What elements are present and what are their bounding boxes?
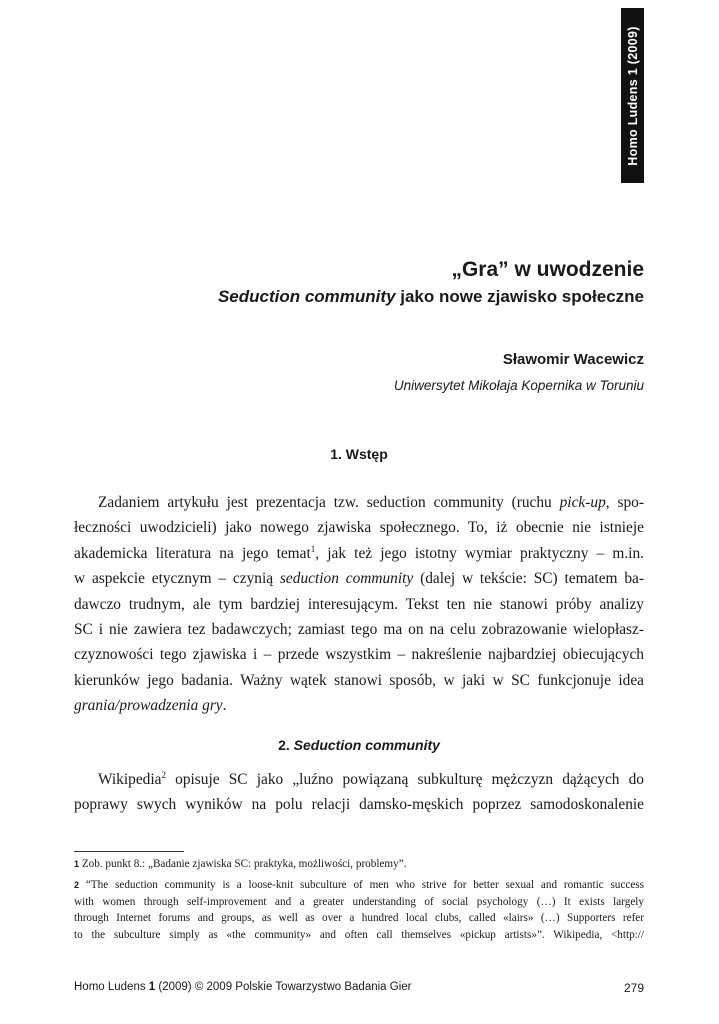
text-line: Wikipedia$^2$ opisuje SC jako „luźno powiązaną subkulturę mężczyzn dążących do bbox=[98, 769, 644, 788]
footnote-line: 1 Zob. punkt 8.: „Badanie zjawiska SC: praktyka, możliwości, problemy”. bbox=[74, 858, 407, 870]
text-line: kierunków jego badania. Ważny wątek stanowi sposób, w jaki w SC funkcjonuje idea bbox=[74, 671, 644, 689]
section2-paragraph bbox=[74, 767, 644, 818]
journal-side-tab bbox=[621, 8, 644, 183]
article-subtitle bbox=[218, 285, 644, 309]
footnote-line: to the subculture simply as «the community» and often call themselves «pickup artists»”. Wikipedia, <http:// bbox=[74, 928, 644, 941]
text-line: akademicka literatura na jego temat$^1$, jak też jego istotny wymiar praktyczny – m.in. bbox=[74, 543, 644, 562]
footnote-divider bbox=[74, 851, 184, 852]
journal-side-tab-text: Homo Ludens 1 (2009) bbox=[625, 25, 640, 166]
text-line: czyznowości tego zjawiska i – przede wszystkim – nakreślenie najbardziej obiecujących bbox=[74, 646, 644, 664]
article-subtitle-italic: Seduction community bbox=[217, 287, 396, 306]
text-line: łeczności uwodzicieli) jako nowego zjawiska społecznego. To, iż obecnie nie istnieje bbox=[74, 519, 644, 537]
page-number: 279 bbox=[623, 981, 644, 995]
author-name: Sławomir Wacewicz bbox=[502, 351, 644, 368]
footnote-line: through Internet forums and groups, as well as over a hundred local clubs, called «lairs» (…) Supporters refer bbox=[74, 912, 644, 924]
page-footer-citation: Homo Ludens 1 (2009) © 2009 Polskie Towarzystwo Badania Gier bbox=[74, 981, 412, 993]
text-line: poprawy swych wyników na polu relacji damsko-męskich poprzez samodoskonalenie bbox=[74, 796, 644, 814]
footnote-1 bbox=[74, 856, 644, 873]
text-line: w aspekcie etycznym – czynią seduction community (dalej w tekście: SC) tematem ba- bbox=[74, 570, 644, 588]
footnote-2 bbox=[74, 877, 644, 943]
article-title: „Gra” w uwodzenie bbox=[451, 258, 644, 281]
intro-paragraph bbox=[74, 490, 644, 719]
text-line: Zadaniem artykułu jest prezentacja tzw. seduction community (ruchu pick-up, spo- bbox=[98, 494, 644, 511]
section-heading-seduction-community: 2. Seduction community bbox=[278, 737, 440, 753]
text-line: grania/prowadzenia gry. bbox=[74, 697, 227, 715]
author-affiliation: Uniwersytet Mikołaja Kopernika w Toruniu bbox=[393, 378, 644, 393]
text-line: dawczo trudnym, ale tym bardziej interesującym. Tekst ten nie stanowi próby analizy bbox=[74, 595, 644, 613]
text-line: SC i nie zawiera tez badawczych; zamiast tego ma on na celu zobrazowanie wielopłasz- bbox=[74, 620, 644, 638]
footnote-line: with women through self-improvement and a greater understanding of social psychology (…) It exists largely bbox=[74, 895, 644, 908]
section-heading-intro: 1. Wstęp bbox=[330, 446, 388, 462]
article-subtitle-rest: jako nowe zjawisko społeczne bbox=[395, 287, 644, 306]
footnote-line: 2 “The seduction community is a loose-knit subculture of men who strive for better sexual and romantic success bbox=[74, 879, 645, 891]
